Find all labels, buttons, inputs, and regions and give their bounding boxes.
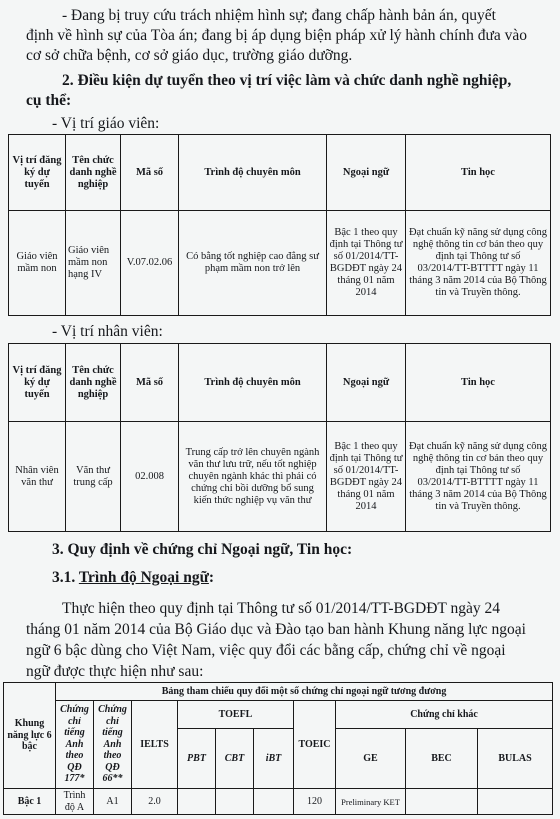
- staff-expertise: Trung cấp trở lên chuyên ngành văn thư lưu trữ, nếu tốt nghiệp chuyên ngành khác thì phải có chứng chỉ bồi dưỡng bổ sung kiến thức nghiệp vụ văn thư: [179, 422, 327, 532]
- header-title: Tên chức danh nghề nghiệp: [66, 135, 121, 211]
- section-2-heading-line-1: 2. Điều kiện dự tuyển theo vị trí việc làm và chức danh nghề nghiệp,: [62, 72, 512, 89]
- row-1-qd66: A1: [94, 789, 132, 815]
- header-code: Mã số: [121, 135, 179, 211]
- row-1-pbt: [178, 789, 216, 815]
- section-3-1-colon: :: [208, 569, 215, 586]
- staff-code: 02.008: [121, 422, 179, 532]
- header-position: Vị trí đăng ký dự tuyển: [9, 135, 66, 211]
- header-bulas: BULAS: [478, 729, 553, 789]
- staff-title: Văn thư trung cấp: [66, 422, 121, 532]
- staff-position: Nhân viên văn thư: [9, 422, 66, 532]
- teacher-title: Giáo viên mầm non hạng IV: [66, 211, 121, 316]
- para-3-1-line-1: Thực hiện theo quy định tại Thông tư số 01/2014/TT-BGDĐT ngày 24: [62, 600, 500, 617]
- header-qd66: Chứng chỉ tiếng Anh theo QĐ 66**: [94, 701, 132, 789]
- section-3-1-title: Trình độ Ngoại ngữ: [78, 569, 209, 586]
- intro-line-2: định về hình sự của Tòa án; đang bị áp dụng biện pháp xử lý hành chính đưa vào: [26, 27, 528, 44]
- header-language: Ngoại ngữ: [327, 135, 406, 211]
- teacher-it: Đạt chuẩn kỹ năng sử dụng công nghệ thông tin cơ bản theo quy định tại Thông tư số 03/2014/TT-BTTTT ngày 11 tháng 3 năm 2014 của Bộ Thông tin và Truyền thông.: [406, 211, 551, 316]
- header-toeic: TOEIC: [294, 701, 336, 789]
- header-toefl: TOEFL: [178, 701, 294, 729]
- section-3-1-number: 3.1.: [52, 569, 76, 586]
- header-it: Tin học: [406, 344, 551, 422]
- header-it: Tin học: [406, 135, 551, 211]
- header-code: Mã số: [121, 344, 179, 422]
- teacher-position: Giáo viên mầm non: [9, 211, 66, 316]
- teacher-label: - Vị trí giáo viên:: [52, 115, 160, 132]
- header-framework: Khung năng lực 6 bậc: [4, 683, 56, 789]
- para-3-1-line-3: ngữ 6 bậc dùng cho Việt Nam, việc quy đổi các bằng cấp, chứng chỉ về ngoại: [26, 642, 506, 659]
- header-pbt: PBT: [178, 729, 216, 789]
- staff-table: [8, 343, 551, 532]
- para-3-1-line-2: tháng 01 năm 2014 của Bộ Giáo dục và Đào tạo ban hành Khung năng lực ngoại: [26, 621, 526, 638]
- section-3-1-heading: [52, 568, 214, 588]
- teacher-expertise: Có bằng tốt nghiệp cao đẳng sư phạm mầm non trở lên: [179, 211, 327, 316]
- staff-it: Đạt chuẩn kỹ năng sử dụng công nghệ thông tin cơ bản theo quy định tại Thông tư số 03/2014/TT-BTTTT ngày 11 tháng 3 năm 2014 của Bộ Thông tin và Truyền thông.: [406, 422, 551, 532]
- header-expertise: Trình độ chuyên môn: [179, 135, 327, 211]
- row-1-cbt: [216, 789, 254, 815]
- header-ielts: IELTS: [132, 701, 178, 789]
- header-ge: GE: [336, 729, 406, 789]
- header-cbt: CBT: [216, 729, 254, 789]
- intro-line-3: cơ sở chữa bệnh, cơ sở giáo dục, trường giáo dưỡng.: [26, 47, 353, 64]
- staff-language: Bậc 1 theo quy định tại Thông tư số 01/2014/TT-BGDĐT ngày 24 tháng 01 năm 2014: [327, 422, 406, 532]
- teacher-table: [8, 134, 551, 316]
- row-1-toeic: 120: [294, 789, 336, 815]
- section-3-heading: 3. Quy định về chứng chỉ Ngoại ngữ, Tin học:: [52, 541, 353, 558]
- row-1-bec: [406, 789, 478, 815]
- row-1-ibt: [254, 789, 294, 815]
- header-ibt: iBT: [254, 729, 294, 789]
- row-1-ielts: 2.0: [132, 789, 178, 815]
- row-1-ge: Preliminary KET: [336, 789, 406, 815]
- header-other-certificates: Chứng chỉ khác: [336, 701, 553, 729]
- row-1-qd177: Trình độ A: [56, 789, 94, 815]
- row-1-level: Bậc 1: [4, 789, 56, 815]
- teacher-language: Bậc 1 theo quy định tại Thông tư số 01/2014/TT-BGDĐT ngày 24 tháng 01 năm 2014: [327, 211, 406, 316]
- header-bec: BEC: [406, 729, 478, 789]
- table-caption: Bảng tham chiếu quy đổi một số chứng chỉ ngoại ngữ tương đương: [56, 683, 553, 701]
- teacher-code: V.07.02.06: [121, 211, 179, 316]
- header-expertise: Trình độ chuyên môn: [179, 344, 327, 422]
- para-3-1-line-4: ngữ được thực hiện như sau:: [26, 663, 204, 680]
- section-2-heading-line-2: cụ thể:: [26, 92, 72, 109]
- intro-line-1: - Đang bị truy cứu trách nhiệm hình sự; đang chấp hành bản án, quyết: [62, 7, 496, 24]
- header-language: Ngoại ngữ: [327, 344, 406, 422]
- header-qd177: Chứng chỉ tiếng Anh theo QĐ 177*: [56, 701, 94, 789]
- header-position: Vị trí đăng ký dự tuyển: [9, 344, 66, 422]
- row-1-bulas: [478, 789, 553, 815]
- header-title: Tên chức danh nghề nghiệp: [66, 344, 121, 422]
- language-equivalence-table: [3, 682, 553, 815]
- staff-label: - Vị trí nhân viên:: [52, 323, 163, 340]
